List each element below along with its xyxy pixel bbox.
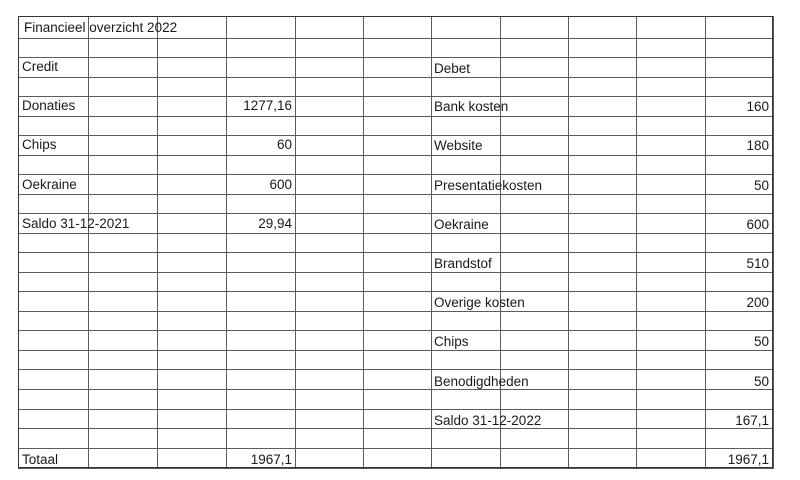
debet-header: Debet xyxy=(434,61,471,76)
credit-row-amount: 600 xyxy=(269,177,292,192)
debet-row-amount: 50 xyxy=(753,334,769,349)
credit-header: Credit xyxy=(22,59,59,74)
credit-total-label: Totaal xyxy=(22,452,59,467)
credit-row-amount: 1277,16 xyxy=(243,98,292,113)
credit-row-label: Saldo 31-12-2021 xyxy=(22,216,130,231)
debet-row-amount: 50 xyxy=(753,178,769,193)
debet-total-amount: 1967,1 xyxy=(727,452,769,467)
grid-column-line xyxy=(773,16,774,469)
credit-row-label: Donaties xyxy=(22,98,76,113)
credit-total-amount: 1967,1 xyxy=(250,452,292,467)
debet-row-label: Presentatiekosten xyxy=(434,178,543,193)
debet-row-amount: 180 xyxy=(746,138,769,153)
credit-row-label: Chips xyxy=(22,137,57,152)
table-border xyxy=(18,16,773,468)
debet-row-label: Saldo 31-12-2022 xyxy=(434,413,542,428)
credit-row-amount: 29,94 xyxy=(258,216,292,231)
debet-row-label: Oekraine xyxy=(434,217,489,232)
sheet-title: Financieel overzicht 2022 xyxy=(24,20,178,35)
debet-row-amount: 510 xyxy=(746,256,769,271)
debet-row-amount: 200 xyxy=(746,295,769,310)
debet-row-label: Website xyxy=(434,138,483,153)
debet-row-label: Overige kosten xyxy=(434,295,525,310)
debet-row-label: Brandstof xyxy=(434,256,492,271)
debet-row-label: Chips xyxy=(434,334,469,349)
debet-row-amount: 50 xyxy=(753,374,769,389)
debet-row-amount: 167,1 xyxy=(735,413,769,428)
debet-row-amount: 600 xyxy=(746,217,769,232)
debet-row-label: Benodigdheden xyxy=(434,374,529,389)
debet-row-amount: 160 xyxy=(746,99,769,114)
grid-row-line xyxy=(18,468,774,469)
credit-row-amount: 60 xyxy=(276,137,292,152)
credit-row-label: Oekraine xyxy=(22,177,77,192)
debet-row-label: Bank kosten xyxy=(434,99,509,114)
